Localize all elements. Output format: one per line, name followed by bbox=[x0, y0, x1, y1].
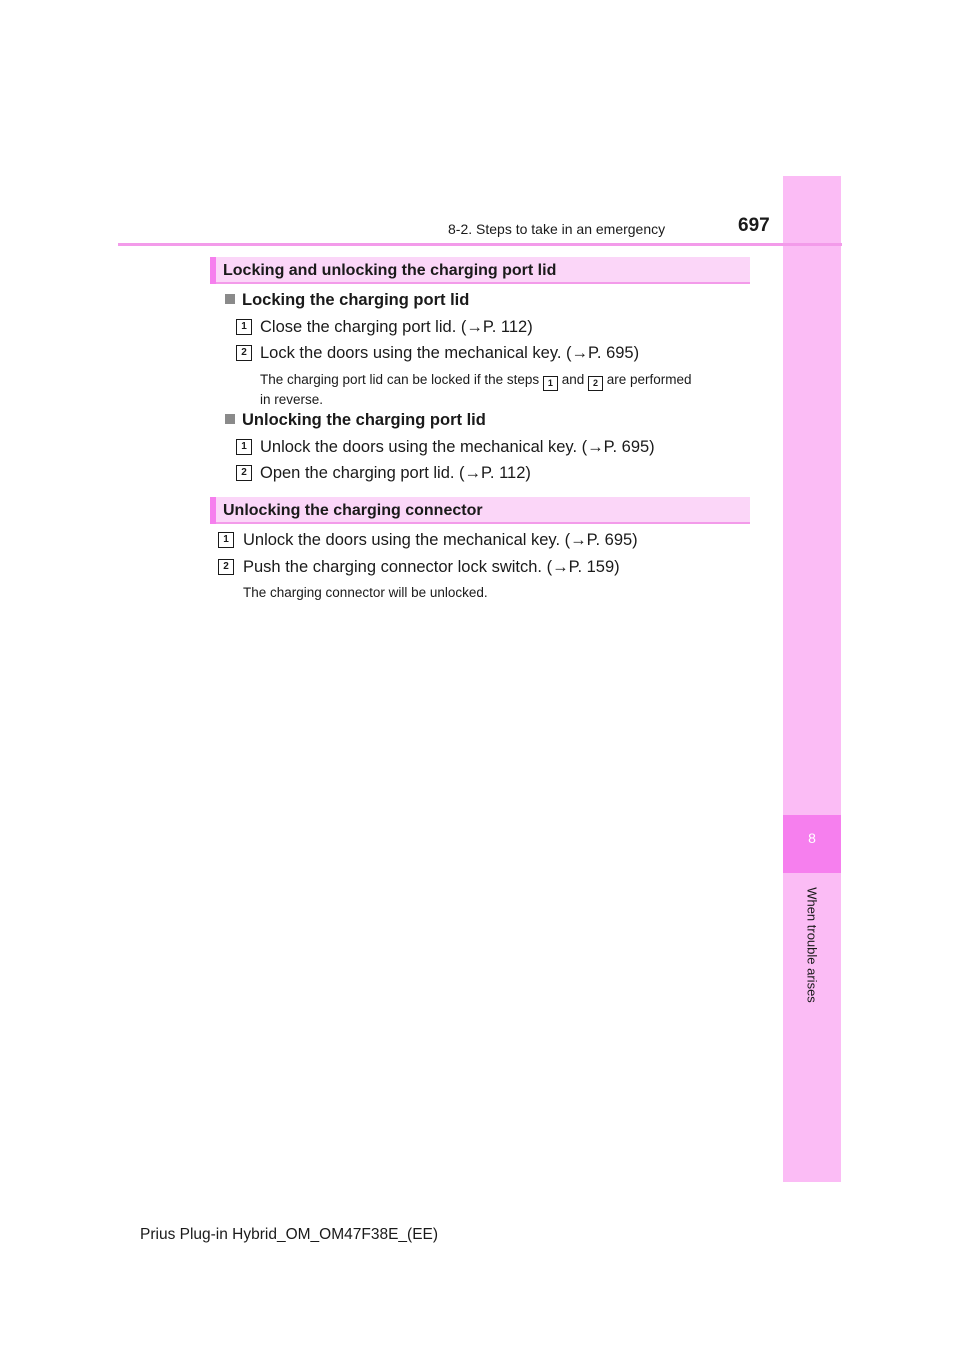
step-number-box: 1 bbox=[236, 439, 252, 455]
step-number-box: 2 bbox=[236, 345, 252, 361]
section-label: 8-2. Steps to take in an emergency bbox=[448, 221, 666, 237]
chapter-side-tab bbox=[783, 176, 841, 1182]
step-text: Push the charging connector lock switch. (→P. 159) bbox=[243, 558, 620, 576]
step-text: Close the charging port lid. (→P. 112) bbox=[260, 318, 533, 336]
footer-document-id: Prius Plug-in Hybrid_OM_OM47F38E_(EE) bbox=[140, 1226, 439, 1243]
step-number-box: 2 bbox=[236, 465, 252, 481]
step-number-box: 1 bbox=[236, 319, 252, 335]
square-bullet-icon bbox=[225, 294, 235, 304]
note-text: and bbox=[561, 372, 585, 387]
step-text: Lock the doors using the mechanical key. (→P. 695) bbox=[260, 344, 640, 362]
section-bar-accent bbox=[210, 257, 216, 284]
subheading-locking-text: Locking the charging port lid bbox=[242, 291, 470, 309]
step-ref-box: 2 bbox=[588, 376, 603, 391]
note-text: in reverse. bbox=[260, 392, 324, 407]
section-title-connector: Unlocking the charging connector bbox=[223, 502, 483, 519]
step-number-box: 2 bbox=[218, 559, 234, 575]
note-connector: The charging connector will be unlocked. bbox=[243, 585, 488, 600]
chapter-title: When trouble arises bbox=[804, 887, 820, 1003]
page-number: 697 bbox=[738, 215, 770, 236]
header-rule bbox=[118, 243, 842, 246]
section-bar-accent bbox=[210, 497, 216, 524]
step-number-box: 1 bbox=[218, 532, 234, 548]
subheading-locking bbox=[225, 291, 469, 310]
chapter-number: 8 bbox=[808, 830, 816, 846]
step-text: Unlock the doors using the mechanical key. (→P. 695) bbox=[260, 438, 655, 456]
subheading-unlocking-text: Unlocking the charging port lid bbox=[242, 411, 486, 429]
section-title-locking: Locking and unlocking the charging port lid bbox=[223, 262, 557, 279]
step-ref-box: 1 bbox=[543, 376, 558, 391]
note-locking bbox=[260, 371, 760, 409]
square-bullet-icon bbox=[225, 414, 235, 424]
note-text: The charging port lid can be locked if the steps bbox=[260, 372, 540, 387]
note-text: are performed bbox=[606, 372, 692, 387]
subheading-unlocking bbox=[225, 411, 486, 430]
step-text: Unlock the doors using the mechanical key. (→P. 695) bbox=[243, 531, 638, 549]
step-text: Open the charging port lid. (→P. 112) bbox=[260, 464, 531, 482]
